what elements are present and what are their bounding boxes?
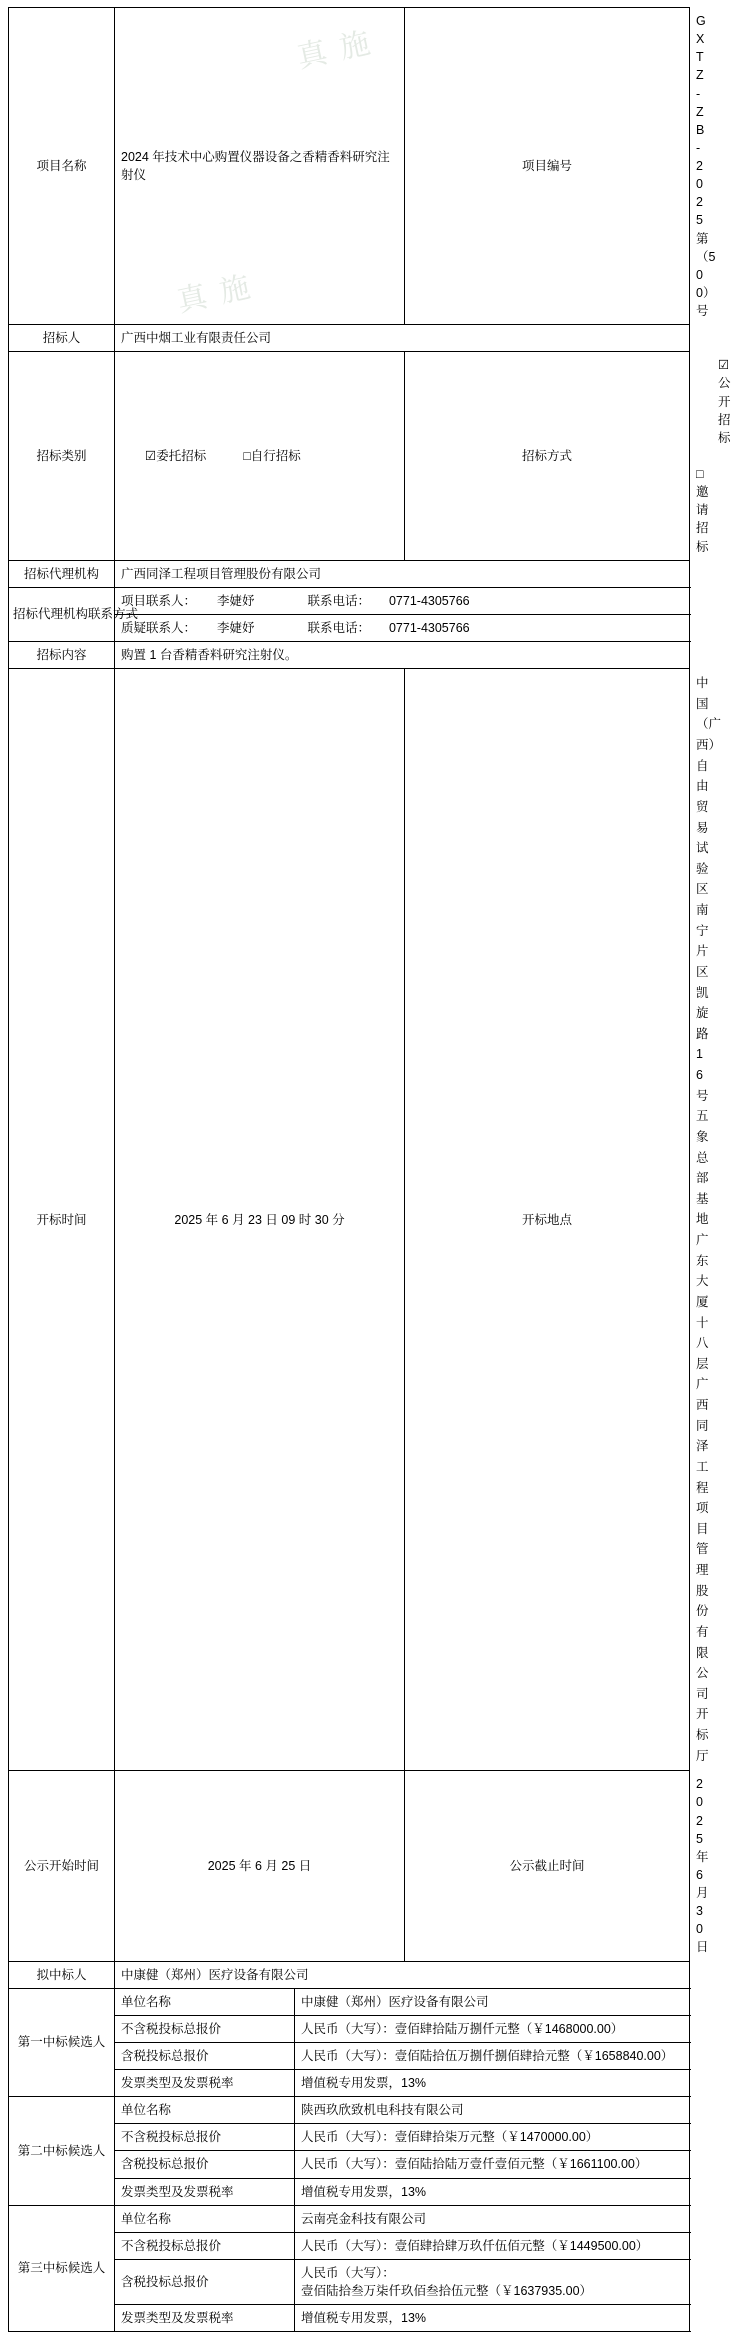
- candidate-1-currency-2: 人民币（大写）：: [301, 2021, 395, 2036]
- table-row-project: 项目名称 2024 年技术中心购置仪器设备之香精香料研究注射仪 项目编号 GXTZ-ZB-2025 第（500）号: [9, 8, 690, 325]
- candidate-3-text-2: 壹佰肆拾肆万玖仟伍佰元整（￥1449500.00）: [394, 2238, 649, 2253]
- candidate-2-value-1: [295, 2097, 690, 2124]
- candidate-1-text-3: 壹佰陆拾伍万捌仟捌佰肆拾元整（￥1658840.00）: [394, 2048, 674, 2063]
- agency-contact-row-2: [115, 614, 690, 641]
- winner-value: 中康健（郑州）医疗设备有限公司: [115, 1961, 690, 1988]
- candidate-3-key-1: 单位名称: [115, 2205, 295, 2232]
- publicity-start-value: 2025 年 6 月 25 日: [115, 1771, 405, 1961]
- table-row-publicity: 公示开始时间 2025 年 6 月 25 日 公示截止时间 2025 年 6 月 30 日: [9, 1771, 690, 1961]
- table-row-agency: [9, 560, 690, 587]
- document-page: [0, 7, 731, 2326]
- checkbox-entrusted-tender[interactable]: ☑委托招标: [145, 448, 207, 463]
- candidate-3-key-2: 不含税投标总报价: [115, 2232, 295, 2259]
- candidate-1-row-1: [9, 1988, 690, 2015]
- query-contact-phone-value: 0771-4305766: [388, 620, 470, 635]
- candidate-3-currency-3: 人民币（大写）：: [301, 2265, 395, 2280]
- candidate-2-value-4: [295, 2178, 690, 2205]
- tenderee-label: 招标人: [9, 325, 115, 352]
- candidate-2-currency-3: 人民币（大写）：: [301, 2157, 395, 2172]
- candidate-3-key-3: 含税投标总报价: [115, 2259, 295, 2304]
- query-contact-name-label: 质疑联系人：: [121, 620, 197, 635]
- candidate-1-text-2: 壹佰肆拾陆万捌仟元整（￥1468000.00）: [394, 2021, 624, 2036]
- checkbox-public-tender[interactable]: ☑公开招标: [718, 358, 731, 445]
- bid-open-place-label: 开标地点: [405, 669, 690, 1771]
- candidate-2-key-2: 不含税投标总报价: [115, 2124, 295, 2151]
- tenderee-value: 广西中烟工业有限责任公司: [115, 325, 690, 352]
- project-name-label: 项目名称: [9, 8, 115, 325]
- candidate-3-value-2: [295, 2232, 690, 2259]
- candidate-3-value-3: [295, 2259, 690, 2304]
- candidate-3-value-4: [295, 2305, 690, 2332]
- table-row-bid-open: 开标时间 2025 年 6 月 23 日 09 时 30 分 开标地点 中国（广西）自由贸易试验区南宁片区凯旋路 16 号五象总部基地广东大厦十八层广西同泽工程项目管理股份有限公司开标厅: [9, 669, 690, 1771]
- candidate-2-text-4: 增值税专用发票，13%: [301, 2184, 427, 2199]
- tender-category-options: [115, 352, 405, 560]
- winner-label: 拟中标人: [9, 1961, 115, 1988]
- candidate-2-key-3: 含税投标总报价: [115, 2151, 295, 2178]
- watermark-middle: 真 施: [173, 269, 256, 320]
- candidate-1-key-3: 含税投标总报价: [115, 2042, 295, 2069]
- project-contact-phone-label: 联系电话：: [307, 593, 370, 608]
- candidate-2-text-1: 陕西玖欣致机电科技有限公司: [301, 2103, 464, 2118]
- project-name-value: 2024 年技术中心购置仪器设备之香精香料研究注射仪: [115, 8, 405, 325]
- table-row-content: [9, 642, 690, 669]
- agency-label: 招标代理机构: [9, 560, 115, 587]
- candidate-1-label: 第一中标候选人: [9, 1988, 115, 2097]
- checkbox-self-tender[interactable]: □自行招标: [243, 448, 301, 463]
- table-row-category: [9, 352, 690, 560]
- candidate-1-currency-3: 人民币（大写）：: [301, 2048, 395, 2063]
- candidate-1-key-2: 不含税投标总报价: [115, 2015, 295, 2042]
- candidate-1-value-2: [295, 2015, 690, 2042]
- candidate-2-value-2: [295, 2124, 690, 2151]
- table-row-agency-contact-1: [9, 587, 690, 614]
- candidate-3-value-1: [295, 2205, 690, 2232]
- candidate-3-text-4: 增值税专用发票，13%: [301, 2311, 427, 2326]
- bid-open-time-label: 开标时间: [9, 669, 115, 1771]
- candidate-2-text-3: 壹佰陆拾陆万壹仟壹佰元整（￥1661100.00）: [394, 2157, 648, 2172]
- candidate-1-text-4: 增值税专用发票，13%: [301, 2076, 427, 2090]
- candidate-1-key-4: 发票类型及发票税率: [115, 2070, 295, 2097]
- agency-contact-label-line1: 招标代理机构联系方式: [13, 606, 139, 621]
- candidate-2-key-1: 单位名称: [115, 2097, 295, 2124]
- checkbox-invited-tender[interactable]: □邀请招标: [696, 467, 709, 554]
- table-row-tenderee: [9, 325, 690, 352]
- query-contact-phone-label: 联系电话：: [307, 620, 370, 635]
- candidate-2-currency-2: 人民币（大写）：: [301, 2130, 395, 2145]
- agency-contact-row-1: [115, 587, 690, 614]
- candidate-1-text-1: 中康健（郑州）医疗设备有限公司: [301, 1994, 489, 2009]
- candidate-1-value-3: [295, 2042, 690, 2069]
- project-contact-name-value: 李婕妤: [217, 593, 255, 608]
- publicity-start-label: 公示开始时间: [9, 1771, 115, 1961]
- candidate-2-row-1: [9, 2097, 690, 2124]
- project-no-label: 项目编号: [405, 8, 690, 325]
- candidate-3-key-4: 发票类型及发票税率: [115, 2305, 295, 2332]
- publicity-end-label: 公示截止时间: [405, 1771, 690, 1961]
- content-label: 招标内容: [9, 642, 115, 669]
- watermark-top: 真 施: [293, 25, 376, 76]
- candidate-1-value-4: [295, 2070, 690, 2097]
- project-contact-name-label: 项目联系人：: [121, 593, 197, 608]
- bid-result-table: [8, 7, 731, 2332]
- candidate-3-label: 第三中标候选人: [9, 2205, 115, 2332]
- candidate-2-key-4: 发票类型及发票税率: [115, 2178, 295, 2205]
- query-contact-name-value: 李婕妤: [217, 620, 255, 635]
- candidate-3-text-1: 云南亮金科技有限公司: [301, 2211, 427, 2226]
- candidate-3-text-3: 壹佰陆拾叁万柒仟玖佰叁拾伍元整（￥1637935.00）: [301, 2284, 593, 2298]
- bid-open-time-value: 2025 年 6 月 23 日 09 时 30 分: [115, 669, 405, 1771]
- tender-method-label: 招标方式: [405, 352, 690, 560]
- candidate-2-value-3: [295, 2151, 690, 2178]
- candidate-2-label: 第二中标候选人: [9, 2097, 115, 2206]
- content-value: 购置 1 台香精香料研究注射仪。: [115, 642, 690, 669]
- agency-contact-label: [9, 587, 139, 641]
- candidate-1-value-1: [295, 1988, 690, 2015]
- candidate-3-row-1: [9, 2205, 690, 2232]
- project-contact-phone-value: 0771-4305766: [388, 593, 470, 608]
- table-row-winner: [9, 1961, 690, 1988]
- tender-category-label: 招标类别: [9, 352, 115, 560]
- agency-value: 广西同泽工程项目管理股份有限公司: [115, 560, 690, 587]
- candidate-1-key-1: 单位名称: [115, 1988, 295, 2015]
- candidate-3-currency-2: 人民币（大写）：: [301, 2238, 395, 2253]
- candidate-2-text-2: 壹佰肆拾柒万元整（￥1470000.00）: [394, 2130, 599, 2145]
